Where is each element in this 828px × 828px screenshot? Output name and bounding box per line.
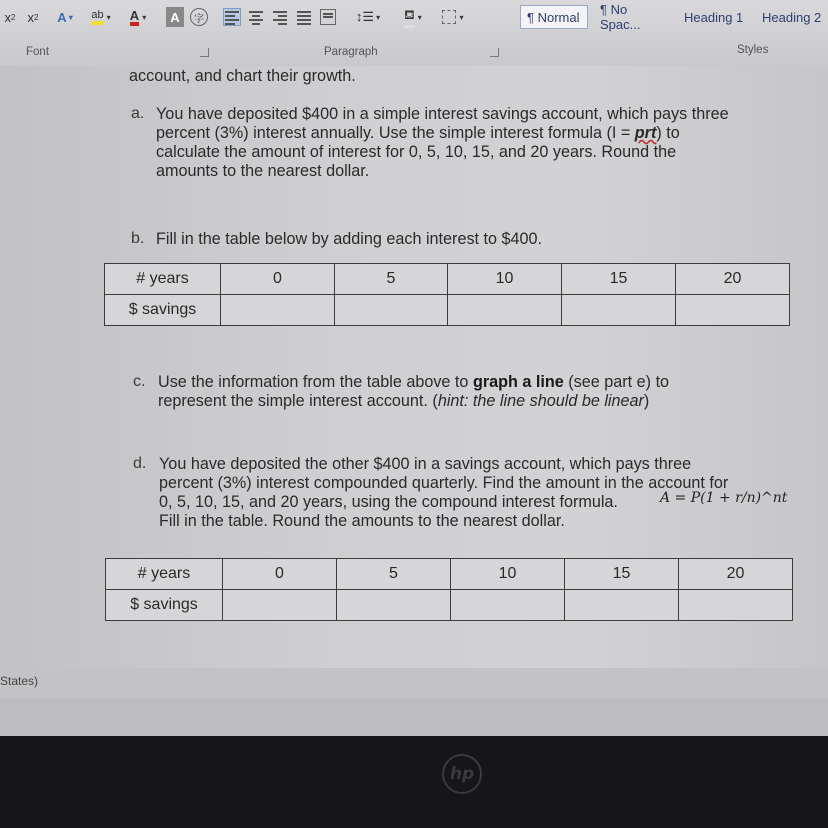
ribbon [0, 0, 828, 66]
align-left-icon[interactable] [224, 9, 240, 25]
style-heading-1-label: Heading 1 [684, 9, 744, 25]
item-a-line-3: calculate the amount of interest for 0, 5, 10, 15, and 20 years. Round the [156, 143, 677, 161]
table-cell[interactable] [337, 590, 451, 621]
table-cell[interactable]: 5 [335, 264, 448, 295]
item-b-text: Fill in the table below by adding each interest to $400. [156, 230, 543, 248]
compound-interest-formula-text: A = P(1 + r/n)^nt [660, 490, 788, 506]
item-b-marker: b. [131, 230, 145, 247]
shading-button[interactable]: ⛾ ▾ [396, 7, 430, 27]
simple-interest-table [104, 263, 790, 326]
style-heading-2-label: Heading 2 [762, 9, 822, 25]
table-cell[interactable]: 20 [676, 264, 790, 295]
highlight-icon: ab [91, 9, 103, 25]
table-row [105, 264, 790, 295]
item-a-line-2-text: percent (3%) interest annually. Use the simple interest formula (I = [156, 124, 635, 142]
table-row [106, 559, 793, 590]
table-cell[interactable] [565, 590, 679, 621]
style-normal[interactable] [520, 5, 588, 29]
table-cell[interactable]: 0 [223, 559, 337, 590]
item-c-line-2-pre: represent the simple interest account. ( [158, 392, 438, 410]
character-shading-icon: A [170, 9, 180, 25]
status-bar-spacer [0, 698, 828, 736]
item-d-line-4: Fill in the table. Round the amounts to the nearest dollar. [159, 512, 565, 530]
table-cell[interactable] [676, 295, 790, 326]
borders-button[interactable]: ▾ [438, 7, 468, 27]
item-d-marker: d. [133, 455, 147, 472]
distributed-icon[interactable] [320, 9, 336, 25]
align-right-icon[interactable] [272, 9, 288, 25]
item-a-line-2-tail: ) to [656, 124, 680, 142]
table-cell[interactable] [223, 590, 337, 621]
item-d-line-3 [159, 493, 618, 512]
item-c-line-2-post: ) [643, 392, 650, 410]
item-a-line-4: amounts to the nearest dollar. [156, 162, 370, 180]
table-cell[interactable]: 20 [679, 559, 793, 590]
savings-row-label: $ savings [106, 590, 223, 621]
paragraph-dialog-launcher[interactable] [490, 48, 499, 57]
justify-icon[interactable] [296, 9, 312, 25]
align-center-icon[interactable] [248, 9, 264, 25]
text-effects-button[interactable]: A ▾ [57, 9, 73, 25]
document-page[interactable] [0, 66, 828, 668]
table-cell[interactable] [679, 590, 793, 621]
hp-logo-text: hp [449, 764, 475, 784]
table-cell[interactable]: 0 [221, 264, 335, 295]
style-heading-2[interactable] [756, 5, 828, 29]
table-cell[interactable]: 15 [562, 264, 676, 295]
monitor-bezel [0, 736, 828, 828]
table-cell[interactable] [562, 295, 676, 326]
table-cell[interactable] [451, 590, 565, 621]
subscript-button[interactable]: x 2 [4, 9, 16, 25]
compound-interest-table [105, 558, 793, 621]
style-no-spacing[interactable] [594, 2, 674, 32]
subscript-label: x [4, 9, 12, 25]
style-heading-1[interactable] [678, 5, 750, 29]
item-c-marker: c. [133, 373, 146, 390]
savings-row-label: $ savings [105, 295, 221, 326]
style-normal-label: ¶ Normal [527, 9, 580, 25]
years-row-label: # years [105, 264, 221, 295]
table-cell[interactable]: 5 [337, 559, 451, 590]
years-row-label: # years [106, 559, 223, 590]
compound-interest-formula [660, 490, 787, 506]
item-a-marker: a. [131, 105, 145, 122]
superscript-button[interactable]: x 2 [27, 9, 39, 25]
line-spacing-icon: ↕☰ [355, 9, 375, 24]
item-c-hint: hint: the line should be linear [437, 392, 644, 410]
item-c-bold-phrase: graph a line [472, 373, 564, 391]
enclose-characters-icon[interactable]: 字 [190, 8, 208, 26]
intro-text-tail: account, and chart their growth. [129, 67, 356, 85]
table-row [106, 590, 793, 621]
font-group-label: Font [26, 46, 50, 58]
font-color-icon: A [130, 9, 139, 26]
character-shading-button[interactable] [166, 7, 184, 27]
borders-icon [442, 10, 456, 24]
line-spacing-button[interactable]: ↕☰ ▾ [355, 9, 381, 24]
table-cell[interactable] [448, 295, 562, 326]
item-d-line-1: You have deposited the other $400 in a savings account, which pays three [159, 455, 692, 473]
item-d-line-2: percent (3%) interest compounded quarterly. Find the amount in the account for [159, 474, 729, 492]
text-effects-icon: A [57, 9, 67, 25]
table-cell[interactable] [335, 295, 448, 326]
item-a-line-1: You have deposited $400 in a simple interest savings account, which pays three [156, 105, 729, 123]
item-c-line-2 [158, 392, 649, 411]
item-d-line-3-text: 0, 5, 10, 15, and 20 years, using the compound interest formula. [159, 493, 618, 511]
table-row [105, 295, 790, 326]
styles-group-label: Styles [737, 44, 769, 56]
paint-bucket-icon: ⛾ [404, 7, 415, 28]
font-color-button[interactable]: A ▾ [124, 7, 152, 27]
style-no-spacing-label: ¶ No Spac... [600, 2, 641, 32]
table-cell[interactable]: 10 [448, 264, 562, 295]
language-indicator[interactable]: States) [0, 674, 39, 688]
item-a-line-2 [156, 124, 680, 143]
status-bar [0, 668, 828, 698]
item-c-line-1 [158, 373, 669, 392]
item-c-line-1-post: (see part e) to [563, 373, 670, 391]
simple-interest-formula: prt [634, 124, 657, 142]
table-cell[interactable]: 10 [451, 559, 565, 590]
table-cell[interactable] [221, 295, 335, 326]
superscript-label: x [27, 9, 35, 25]
table-cell[interactable]: 15 [565, 559, 679, 590]
paragraph-group-label: Paragraph [324, 46, 378, 58]
highlight-button[interactable]: ab ▾ [86, 7, 116, 27]
font-dialog-launcher[interactable] [200, 48, 209, 57]
hp-logo [442, 754, 482, 794]
item-c-line-1-pre: Use the information from the table above to [158, 373, 473, 391]
